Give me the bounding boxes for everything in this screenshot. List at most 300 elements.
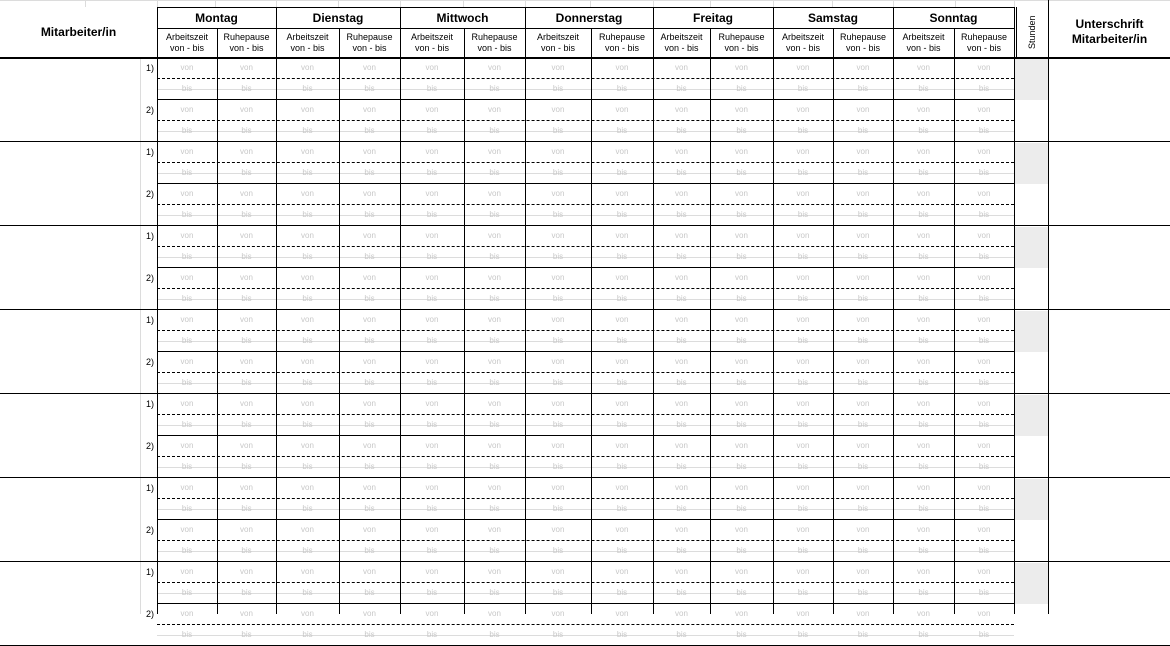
time-from-field[interactable]: von xyxy=(917,483,930,492)
time-from-field[interactable]: von xyxy=(488,609,501,618)
time-from-field[interactable]: von xyxy=(425,567,439,576)
time-to-field[interactable]: bis xyxy=(918,294,929,303)
time-from-field[interactable]: von xyxy=(977,63,991,72)
time-to-field[interactable]: bis xyxy=(797,294,809,303)
time-to-field[interactable]: bis xyxy=(552,336,564,345)
time-from-field[interactable]: von xyxy=(977,231,991,240)
time-to-field[interactable]: bis xyxy=(552,210,564,219)
time-to-field[interactable]: bis xyxy=(918,504,929,513)
time-to-field[interactable]: bis xyxy=(797,126,809,135)
time-to-field[interactable]: bis xyxy=(857,252,869,261)
time-to-field[interactable]: bis xyxy=(676,378,687,387)
time-from-field[interactable]: von xyxy=(240,147,253,156)
time-from-field[interactable]: von xyxy=(551,147,565,156)
time-to-field[interactable]: bis xyxy=(736,588,747,597)
time-from-field[interactable]: von xyxy=(735,63,748,72)
time-from-field[interactable]: von xyxy=(615,231,629,240)
time-to-field[interactable]: bis xyxy=(616,126,628,135)
time-to-field[interactable]: bis xyxy=(302,588,313,597)
hours-cell[interactable] xyxy=(1015,184,1048,225)
time-from-field[interactable]: von xyxy=(488,105,501,114)
time-to-field[interactable]: bis xyxy=(736,504,747,513)
time-to-field[interactable]: bis xyxy=(302,546,313,555)
time-to-field[interactable]: bis xyxy=(797,84,809,93)
time-to-field[interactable]: bis xyxy=(918,462,929,471)
time-from-field[interactable]: von xyxy=(551,105,565,114)
time-from-field[interactable]: von xyxy=(977,567,991,576)
time-to-field[interactable]: bis xyxy=(736,420,747,429)
time-from-field[interactable]: von xyxy=(917,525,930,534)
time-from-field[interactable]: von xyxy=(796,525,810,534)
time-from-field[interactable]: von xyxy=(180,189,194,198)
time-to-field[interactable]: bis xyxy=(797,378,809,387)
time-from-field[interactable]: von xyxy=(180,399,194,408)
time-from-field[interactable]: von xyxy=(301,189,314,198)
time-to-field[interactable]: bis xyxy=(857,126,869,135)
time-from-field[interactable]: von xyxy=(240,441,253,450)
time-from-field[interactable]: von xyxy=(551,231,565,240)
time-to-field[interactable]: bis xyxy=(736,84,747,93)
time-from-field[interactable]: von xyxy=(425,189,439,198)
time-from-field[interactable]: von xyxy=(488,273,501,282)
time-to-field[interactable]: bis xyxy=(676,630,687,639)
time-from-field[interactable]: von xyxy=(301,63,314,72)
time-from-field[interactable]: von xyxy=(301,483,314,492)
time-from-field[interactable]: von xyxy=(615,147,629,156)
time-from-field[interactable]: von xyxy=(735,399,748,408)
time-to-field[interactable]: bis xyxy=(364,420,375,429)
time-from-field[interactable]: von xyxy=(977,273,991,282)
time-to-field[interactable]: bis xyxy=(302,126,313,135)
time-from-field[interactable]: von xyxy=(675,105,688,114)
time-from-field[interactable]: von xyxy=(615,399,629,408)
time-to-field[interactable]: bis xyxy=(857,588,869,597)
time-to-field[interactable]: bis xyxy=(736,462,747,471)
time-to-field[interactable]: bis xyxy=(676,126,687,135)
time-from-field[interactable]: von xyxy=(856,441,870,450)
time-from-field[interactable]: von xyxy=(488,441,501,450)
time-to-field[interactable]: bis xyxy=(181,420,193,429)
time-to-field[interactable]: bis xyxy=(676,546,687,555)
time-to-field[interactable]: bis xyxy=(489,84,500,93)
time-from-field[interactable]: von xyxy=(363,483,376,492)
time-from-field[interactable]: von xyxy=(856,525,870,534)
signature-cell[interactable] xyxy=(1049,143,1170,225)
time-to-field[interactable]: bis xyxy=(552,252,564,261)
time-from-field[interactable]: von xyxy=(488,357,501,366)
time-from-field[interactable]: von xyxy=(551,315,565,324)
time-from-field[interactable]: von xyxy=(180,63,194,72)
time-to-field[interactable]: bis xyxy=(736,210,747,219)
time-to-field[interactable]: bis xyxy=(552,84,564,93)
time-from-field[interactable]: von xyxy=(735,483,748,492)
time-to-field[interactable]: bis xyxy=(489,420,500,429)
time-to-field[interactable]: bis xyxy=(676,294,687,303)
time-from-field[interactable]: von xyxy=(735,441,748,450)
time-from-field[interactable]: von xyxy=(301,105,314,114)
time-from-field[interactable]: von xyxy=(675,483,688,492)
time-to-field[interactable]: bis xyxy=(489,210,500,219)
time-from-field[interactable]: von xyxy=(551,63,565,72)
time-to-field[interactable]: bis xyxy=(978,84,990,93)
time-from-field[interactable]: von xyxy=(240,525,253,534)
time-from-field[interactable]: von xyxy=(180,231,194,240)
time-from-field[interactable]: von xyxy=(977,483,991,492)
time-from-field[interactable]: von xyxy=(917,357,930,366)
time-to-field[interactable]: bis xyxy=(181,630,193,639)
time-from-field[interactable]: von xyxy=(301,147,314,156)
time-from-field[interactable]: von xyxy=(301,567,314,576)
time-to-field[interactable]: bis xyxy=(978,420,990,429)
time-to-field[interactable]: bis xyxy=(552,168,564,177)
time-to-field[interactable]: bis xyxy=(241,168,252,177)
time-from-field[interactable]: von xyxy=(240,567,253,576)
time-to-field[interactable]: bis xyxy=(241,84,252,93)
time-to-field[interactable]: bis xyxy=(918,546,929,555)
time-to-field[interactable]: bis xyxy=(797,252,809,261)
time-from-field[interactable]: von xyxy=(735,273,748,282)
time-to-field[interactable]: bis xyxy=(676,420,687,429)
time-to-field[interactable]: bis xyxy=(489,336,500,345)
time-to-field[interactable]: bis xyxy=(302,84,313,93)
time-from-field[interactable]: von xyxy=(917,105,930,114)
time-to-field[interactable]: bis xyxy=(918,378,929,387)
time-to-field[interactable]: bis xyxy=(426,546,438,555)
time-to-field[interactable]: bis xyxy=(978,294,990,303)
time-to-field[interactable]: bis xyxy=(857,336,869,345)
time-to-field[interactable]: bis xyxy=(426,462,438,471)
time-from-field[interactable]: von xyxy=(425,273,439,282)
time-to-field[interactable]: bis xyxy=(489,168,500,177)
time-from-field[interactable]: von xyxy=(856,483,870,492)
time-to-field[interactable]: bis xyxy=(241,420,252,429)
time-to-field[interactable]: bis xyxy=(489,126,500,135)
time-to-field[interactable]: bis xyxy=(978,126,990,135)
time-to-field[interactable]: bis xyxy=(616,378,628,387)
time-from-field[interactable]: von xyxy=(615,483,629,492)
time-to-field[interactable]: bis xyxy=(797,462,809,471)
time-to-field[interactable]: bis xyxy=(364,588,375,597)
time-from-field[interactable]: von xyxy=(615,525,629,534)
time-to-field[interactable]: bis xyxy=(364,504,375,513)
time-to-field[interactable]: bis xyxy=(918,336,929,345)
time-from-field[interactable]: von xyxy=(917,147,930,156)
time-from-field[interactable]: von xyxy=(488,567,501,576)
time-from-field[interactable]: von xyxy=(551,525,565,534)
time-to-field[interactable]: bis xyxy=(181,378,193,387)
time-to-field[interactable]: bis xyxy=(302,252,313,261)
time-from-field[interactable]: von xyxy=(977,357,991,366)
time-from-field[interactable]: von xyxy=(363,441,376,450)
time-to-field[interactable]: bis xyxy=(857,630,869,639)
time-to-field[interactable]: bis xyxy=(552,420,564,429)
time-to-field[interactable]: bis xyxy=(302,504,313,513)
hours-cell[interactable] xyxy=(1015,100,1048,141)
time-from-field[interactable]: von xyxy=(180,609,194,618)
time-from-field[interactable]: von xyxy=(977,105,991,114)
time-from-field[interactable]: von xyxy=(551,399,565,408)
signature-cell[interactable] xyxy=(1049,563,1170,645)
time-to-field[interactable]: bis xyxy=(857,294,869,303)
time-to-field[interactable]: bis xyxy=(302,294,313,303)
time-to-field[interactable]: bis xyxy=(181,126,193,135)
time-to-field[interactable]: bis xyxy=(797,546,809,555)
hours-cell[interactable] xyxy=(1015,520,1048,561)
time-from-field[interactable]: von xyxy=(240,189,253,198)
time-to-field[interactable]: bis xyxy=(489,462,500,471)
time-from-field[interactable]: von xyxy=(301,441,314,450)
time-from-field[interactable]: von xyxy=(363,399,376,408)
time-to-field[interactable]: bis xyxy=(426,168,438,177)
time-from-field[interactable]: von xyxy=(977,315,991,324)
time-from-field[interactable]: von xyxy=(796,231,810,240)
time-to-field[interactable]: bis xyxy=(978,504,990,513)
time-from-field[interactable]: von xyxy=(488,315,501,324)
time-to-field[interactable]: bis xyxy=(364,210,375,219)
time-from-field[interactable]: von xyxy=(425,609,439,618)
time-to-field[interactable]: bis xyxy=(489,504,500,513)
time-to-field[interactable]: bis xyxy=(241,504,252,513)
time-to-field[interactable]: bis xyxy=(978,210,990,219)
time-from-field[interactable]: von xyxy=(796,399,810,408)
time-from-field[interactable]: von xyxy=(240,399,253,408)
time-from-field[interactable]: von xyxy=(301,357,314,366)
time-from-field[interactable]: von xyxy=(675,399,688,408)
time-to-field[interactable]: bis xyxy=(302,420,313,429)
time-to-field[interactable]: bis xyxy=(676,252,687,261)
time-to-field[interactable]: bis xyxy=(978,168,990,177)
time-from-field[interactable]: von xyxy=(856,357,870,366)
time-from-field[interactable]: von xyxy=(180,147,194,156)
time-from-field[interactable]: von xyxy=(977,525,991,534)
time-from-field[interactable]: von xyxy=(675,231,688,240)
time-from-field[interactable]: von xyxy=(488,147,501,156)
time-from-field[interactable]: von xyxy=(917,315,930,324)
time-from-field[interactable]: von xyxy=(180,105,194,114)
time-from-field[interactable]: von xyxy=(675,357,688,366)
time-to-field[interactable]: bis xyxy=(241,210,252,219)
time-to-field[interactable]: bis xyxy=(181,546,193,555)
time-from-field[interactable]: von xyxy=(180,567,194,576)
time-to-field[interactable]: bis xyxy=(797,168,809,177)
time-to-field[interactable]: bis xyxy=(489,546,500,555)
time-from-field[interactable]: von xyxy=(301,273,314,282)
time-from-field[interactable]: von xyxy=(615,63,629,72)
time-to-field[interactable]: bis xyxy=(241,546,252,555)
time-from-field[interactable]: von xyxy=(977,189,991,198)
time-to-field[interactable]: bis xyxy=(426,252,438,261)
time-to-field[interactable]: bis xyxy=(181,84,193,93)
time-to-field[interactable]: bis xyxy=(241,126,252,135)
time-from-field[interactable]: von xyxy=(675,189,688,198)
time-from-field[interactable]: von xyxy=(735,231,748,240)
time-from-field[interactable]: von xyxy=(917,189,930,198)
time-to-field[interactable]: bis xyxy=(918,126,929,135)
time-to-field[interactable]: bis xyxy=(489,378,500,387)
time-to-field[interactable]: bis xyxy=(302,336,313,345)
signature-cell[interactable] xyxy=(1049,59,1170,141)
time-from-field[interactable]: von xyxy=(240,231,253,240)
time-from-field[interactable]: von xyxy=(977,147,991,156)
time-to-field[interactable]: bis xyxy=(426,588,438,597)
time-from-field[interactable]: von xyxy=(240,609,253,618)
time-from-field[interactable]: von xyxy=(735,105,748,114)
time-to-field[interactable]: bis xyxy=(552,630,564,639)
time-to-field[interactable]: bis xyxy=(302,168,313,177)
time-to-field[interactable]: bis xyxy=(489,294,500,303)
time-to-field[interactable]: bis xyxy=(552,462,564,471)
time-from-field[interactable]: von xyxy=(301,399,314,408)
time-to-field[interactable]: bis xyxy=(978,462,990,471)
time-to-field[interactable]: bis xyxy=(426,630,438,639)
time-from-field[interactable]: von xyxy=(488,399,501,408)
time-from-field[interactable]: von xyxy=(363,525,376,534)
time-from-field[interactable]: von xyxy=(615,315,629,324)
time-from-field[interactable]: von xyxy=(363,315,376,324)
time-to-field[interactable]: bis xyxy=(426,210,438,219)
time-from-field[interactable]: von xyxy=(917,567,930,576)
time-to-field[interactable]: bis xyxy=(616,210,628,219)
time-to-field[interactable]: bis xyxy=(302,378,313,387)
time-to-field[interactable]: bis xyxy=(676,588,687,597)
time-from-field[interactable]: von xyxy=(796,441,810,450)
time-to-field[interactable]: bis xyxy=(736,378,747,387)
time-to-field[interactable]: bis xyxy=(426,420,438,429)
time-to-field[interactable]: bis xyxy=(426,84,438,93)
time-to-field[interactable]: bis xyxy=(616,252,628,261)
time-from-field[interactable]: von xyxy=(796,609,810,618)
time-from-field[interactable]: von xyxy=(240,63,253,72)
time-from-field[interactable]: von xyxy=(675,63,688,72)
time-from-field[interactable]: von xyxy=(977,609,991,618)
time-from-field[interactable]: von xyxy=(240,315,253,324)
time-from-field[interactable]: von xyxy=(856,189,870,198)
time-to-field[interactable]: bis xyxy=(736,336,747,345)
time-to-field[interactable]: bis xyxy=(364,126,375,135)
time-from-field[interactable]: von xyxy=(425,399,439,408)
time-to-field[interactable]: bis xyxy=(736,168,747,177)
time-from-field[interactable]: von xyxy=(856,231,870,240)
time-from-field[interactable]: von xyxy=(856,567,870,576)
time-to-field[interactable]: bis xyxy=(918,588,929,597)
time-from-field[interactable]: von xyxy=(363,63,376,72)
time-from-field[interactable]: von xyxy=(425,441,439,450)
time-from-field[interactable]: von xyxy=(796,105,810,114)
time-to-field[interactable]: bis xyxy=(736,294,747,303)
time-from-field[interactable]: von xyxy=(488,63,501,72)
time-from-field[interactable]: von xyxy=(363,189,376,198)
time-to-field[interactable]: bis xyxy=(181,210,193,219)
time-to-field[interactable]: bis xyxy=(616,504,628,513)
time-to-field[interactable]: bis xyxy=(616,168,628,177)
time-from-field[interactable]: von xyxy=(363,567,376,576)
time-from-field[interactable]: von xyxy=(240,483,253,492)
time-to-field[interactable]: bis xyxy=(241,294,252,303)
time-from-field[interactable]: von xyxy=(551,189,565,198)
time-from-field[interactable]: von xyxy=(796,189,810,198)
hours-cell[interactable] xyxy=(1015,268,1048,309)
time-from-field[interactable]: von xyxy=(735,357,748,366)
time-to-field[interactable]: bis xyxy=(616,588,628,597)
time-from-field[interactable]: von xyxy=(363,147,376,156)
time-to-field[interactable]: bis xyxy=(918,84,929,93)
time-from-field[interactable]: von xyxy=(425,147,439,156)
time-to-field[interactable]: bis xyxy=(857,378,869,387)
time-from-field[interactable]: von xyxy=(488,189,501,198)
time-from-field[interactable]: von xyxy=(917,231,930,240)
time-from-field[interactable]: von xyxy=(425,525,439,534)
time-to-field[interactable]: bis xyxy=(616,462,628,471)
time-to-field[interactable]: bis xyxy=(241,336,252,345)
time-to-field[interactable]: bis xyxy=(857,462,869,471)
time-from-field[interactable]: von xyxy=(180,315,194,324)
time-to-field[interactable]: bis xyxy=(676,462,687,471)
time-to-field[interactable]: bis xyxy=(364,336,375,345)
time-from-field[interactable]: von xyxy=(977,441,991,450)
time-from-field[interactable]: von xyxy=(856,63,870,72)
time-to-field[interactable]: bis xyxy=(364,378,375,387)
time-to-field[interactable]: bis xyxy=(616,84,628,93)
time-from-field[interactable]: von xyxy=(856,105,870,114)
time-from-field[interactable]: von xyxy=(615,189,629,198)
signature-cell[interactable] xyxy=(1049,395,1170,477)
time-to-field[interactable]: bis xyxy=(364,294,375,303)
time-to-field[interactable]: bis xyxy=(364,168,375,177)
time-to-field[interactable]: bis xyxy=(241,378,252,387)
time-to-field[interactable]: bis xyxy=(489,630,500,639)
time-from-field[interactable]: von xyxy=(240,357,253,366)
time-from-field[interactable]: von xyxy=(301,315,314,324)
time-to-field[interactable]: bis xyxy=(364,630,375,639)
time-to-field[interactable]: bis xyxy=(181,462,193,471)
time-from-field[interactable]: von xyxy=(615,105,629,114)
time-from-field[interactable]: von xyxy=(363,273,376,282)
time-from-field[interactable]: von xyxy=(917,63,930,72)
time-from-field[interactable]: von xyxy=(551,609,565,618)
time-to-field[interactable]: bis xyxy=(797,210,809,219)
time-from-field[interactable]: von xyxy=(551,567,565,576)
time-to-field[interactable]: bis xyxy=(978,378,990,387)
signature-cell[interactable] xyxy=(1049,479,1170,561)
time-from-field[interactable]: von xyxy=(425,483,439,492)
time-to-field[interactable]: bis xyxy=(302,210,313,219)
time-to-field[interactable]: bis xyxy=(181,336,193,345)
time-from-field[interactable]: von xyxy=(735,525,748,534)
time-from-field[interactable]: von xyxy=(363,105,376,114)
time-to-field[interactable]: bis xyxy=(857,504,869,513)
time-to-field[interactable]: bis xyxy=(302,630,313,639)
time-from-field[interactable]: von xyxy=(735,567,748,576)
time-from-field[interactable]: von xyxy=(675,273,688,282)
time-to-field[interactable]: bis xyxy=(616,420,628,429)
time-from-field[interactable]: von xyxy=(735,189,748,198)
hours-cell[interactable] xyxy=(1015,436,1048,477)
time-from-field[interactable]: von xyxy=(977,399,991,408)
time-from-field[interactable]: von xyxy=(180,357,194,366)
time-from-field[interactable]: von xyxy=(675,609,688,618)
time-to-field[interactable]: bis xyxy=(797,630,809,639)
time-from-field[interactable]: von xyxy=(917,609,930,618)
time-to-field[interactable]: bis xyxy=(978,630,990,639)
time-to-field[interactable]: bis xyxy=(918,210,929,219)
signature-cell[interactable] xyxy=(1049,311,1170,393)
time-from-field[interactable]: von xyxy=(796,567,810,576)
time-from-field[interactable]: von xyxy=(796,483,810,492)
time-from-field[interactable]: von xyxy=(488,525,501,534)
time-from-field[interactable]: von xyxy=(240,105,253,114)
time-to-field[interactable]: bis xyxy=(364,546,375,555)
time-from-field[interactable]: von xyxy=(551,357,565,366)
